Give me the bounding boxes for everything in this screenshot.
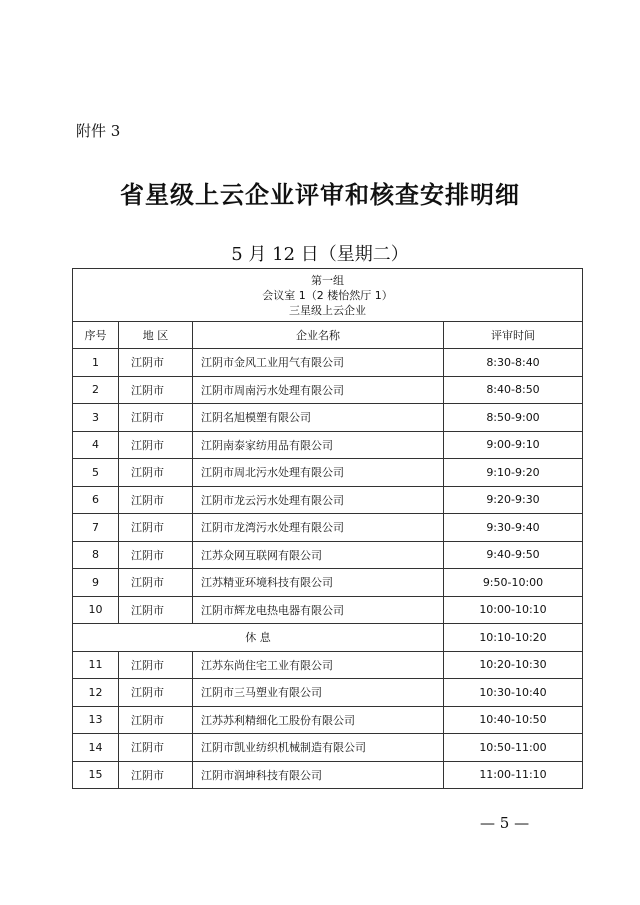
attachment-label: 附件 3 bbox=[76, 122, 121, 140]
row-time-cell: 10:50-11:00 bbox=[444, 734, 583, 762]
row-time-cell: 9:20-9:30 bbox=[444, 486, 583, 514]
row-company-cell: 江阴市辉龙电热电器有限公司 bbox=[193, 596, 444, 624]
row-time-cell: 9:50-10:00 bbox=[444, 569, 583, 597]
row-company-cell: 江阴市龙云污水处理有限公司 bbox=[193, 486, 444, 514]
row-company-cell: 江苏众网互联网有限公司 bbox=[193, 541, 444, 569]
row-time-cell: 8:30-8:40 bbox=[444, 349, 583, 377]
group-header-cell bbox=[73, 269, 583, 322]
column-header-company: 企业名称 bbox=[193, 322, 444, 349]
row-number-cell: 7 bbox=[73, 514, 119, 542]
row-time-cell: 8:50-9:00 bbox=[444, 404, 583, 432]
row-time-cell: 9:30-9:40 bbox=[444, 514, 583, 542]
row-area-cell: 江阴市 bbox=[119, 679, 193, 707]
table-row bbox=[73, 514, 583, 542]
break-row bbox=[73, 624, 583, 652]
row-company-cell: 江阴市凯业纺织机械制造有限公司 bbox=[193, 734, 444, 762]
table-row bbox=[73, 679, 583, 707]
table-row bbox=[73, 431, 583, 459]
row-area-cell: 江阴市 bbox=[119, 596, 193, 624]
page-number: — 5 — bbox=[480, 814, 530, 832]
row-number-cell: 11 bbox=[73, 651, 119, 679]
row-area-cell: 江阴市 bbox=[119, 761, 193, 789]
row-number-cell: 2 bbox=[73, 376, 119, 404]
column-header-row bbox=[73, 322, 583, 349]
row-company-cell: 江阴市龙湾污水处理有限公司 bbox=[193, 514, 444, 542]
row-number-cell: 1 bbox=[73, 349, 119, 377]
row-company-cell: 江苏苏利精细化工股份有限公司 bbox=[193, 706, 444, 734]
row-company-cell: 江苏东尚住宅工业有限公司 bbox=[193, 651, 444, 679]
row-area-cell: 江阴市 bbox=[119, 734, 193, 762]
row-area-cell: 江阴市 bbox=[119, 431, 193, 459]
group-name: 第一组 bbox=[311, 273, 344, 287]
break-label: 休 息 bbox=[73, 624, 444, 652]
group-category: 三星级上云企业 bbox=[289, 303, 366, 317]
row-number-cell: 15 bbox=[73, 761, 119, 789]
row-company-cell: 江阴名旭模塑有限公司 bbox=[193, 404, 444, 432]
table-row bbox=[73, 486, 583, 514]
row-area-cell: 江阴市 bbox=[119, 541, 193, 569]
table-row bbox=[73, 404, 583, 432]
table-row bbox=[73, 761, 583, 789]
table-row bbox=[73, 459, 583, 487]
table-row bbox=[73, 651, 583, 679]
row-time-cell: 9:40-9:50 bbox=[444, 541, 583, 569]
row-time-cell: 9:10-9:20 bbox=[444, 459, 583, 487]
row-number-cell: 13 bbox=[73, 706, 119, 734]
row-area-cell: 江阴市 bbox=[119, 404, 193, 432]
row-number-cell: 4 bbox=[73, 431, 119, 459]
table-row bbox=[73, 596, 583, 624]
row-time-cell: 9:00-9:10 bbox=[444, 431, 583, 459]
row-area-cell: 江阴市 bbox=[119, 706, 193, 734]
table-row bbox=[73, 376, 583, 404]
row-area-cell: 江阴市 bbox=[119, 376, 193, 404]
row-time-cell: 8:40-8:50 bbox=[444, 376, 583, 404]
row-number-cell: 6 bbox=[73, 486, 119, 514]
row-area-cell: 江阴市 bbox=[119, 459, 193, 487]
column-header-no: 序号 bbox=[73, 322, 119, 349]
row-company-cell: 江阴市三马塑业有限公司 bbox=[193, 679, 444, 707]
group-header-row bbox=[73, 269, 583, 322]
row-number-cell: 14 bbox=[73, 734, 119, 762]
row-area-cell: 江阴市 bbox=[119, 651, 193, 679]
column-header-time: 评审时间 bbox=[444, 322, 583, 349]
table-row bbox=[73, 734, 583, 762]
table-row bbox=[73, 541, 583, 569]
row-company-cell: 江阴南泰家纺用品有限公司 bbox=[193, 431, 444, 459]
row-number-cell: 8 bbox=[73, 541, 119, 569]
table-row bbox=[73, 349, 583, 377]
row-company-cell: 江阴市周北污水处理有限公司 bbox=[193, 459, 444, 487]
row-number-cell: 10 bbox=[73, 596, 119, 624]
row-area-cell: 江阴市 bbox=[119, 486, 193, 514]
row-time-cell: 10:40-10:50 bbox=[444, 706, 583, 734]
schedule-table bbox=[72, 268, 583, 789]
row-number-cell: 12 bbox=[73, 679, 119, 707]
row-time-cell: 10:00-10:10 bbox=[444, 596, 583, 624]
row-number-cell: 3 bbox=[73, 404, 119, 432]
group-room: 会议室 1（2 楼怡然厅 1） bbox=[262, 288, 393, 302]
row-number-cell: 5 bbox=[73, 459, 119, 487]
row-company-cell: 江阴市周南污水处理有限公司 bbox=[193, 376, 444, 404]
row-number-cell: 9 bbox=[73, 569, 119, 597]
row-time-cell: 11:00-11:10 bbox=[444, 761, 583, 789]
table-row bbox=[73, 706, 583, 734]
row-company-cell: 江阴市金风工业用气有限公司 bbox=[193, 349, 444, 377]
document-title: 省星级上云企业评审和核查安排明细 bbox=[120, 180, 520, 209]
row-area-cell: 江阴市 bbox=[119, 349, 193, 377]
table-row bbox=[73, 569, 583, 597]
row-time-cell: 10:20-10:30 bbox=[444, 651, 583, 679]
row-company-cell: 江阴市润坤科技有限公司 bbox=[193, 761, 444, 789]
row-area-cell: 江阴市 bbox=[119, 514, 193, 542]
column-header-area: 地 区 bbox=[119, 322, 193, 349]
row-area-cell: 江阴市 bbox=[119, 569, 193, 597]
break-time: 10:10-10:20 bbox=[444, 624, 583, 652]
date-heading: 5 月 12 日（星期二） bbox=[231, 244, 409, 265]
row-time-cell: 10:30-10:40 bbox=[444, 679, 583, 707]
row-company-cell: 江苏精亚环境科技有限公司 bbox=[193, 569, 444, 597]
